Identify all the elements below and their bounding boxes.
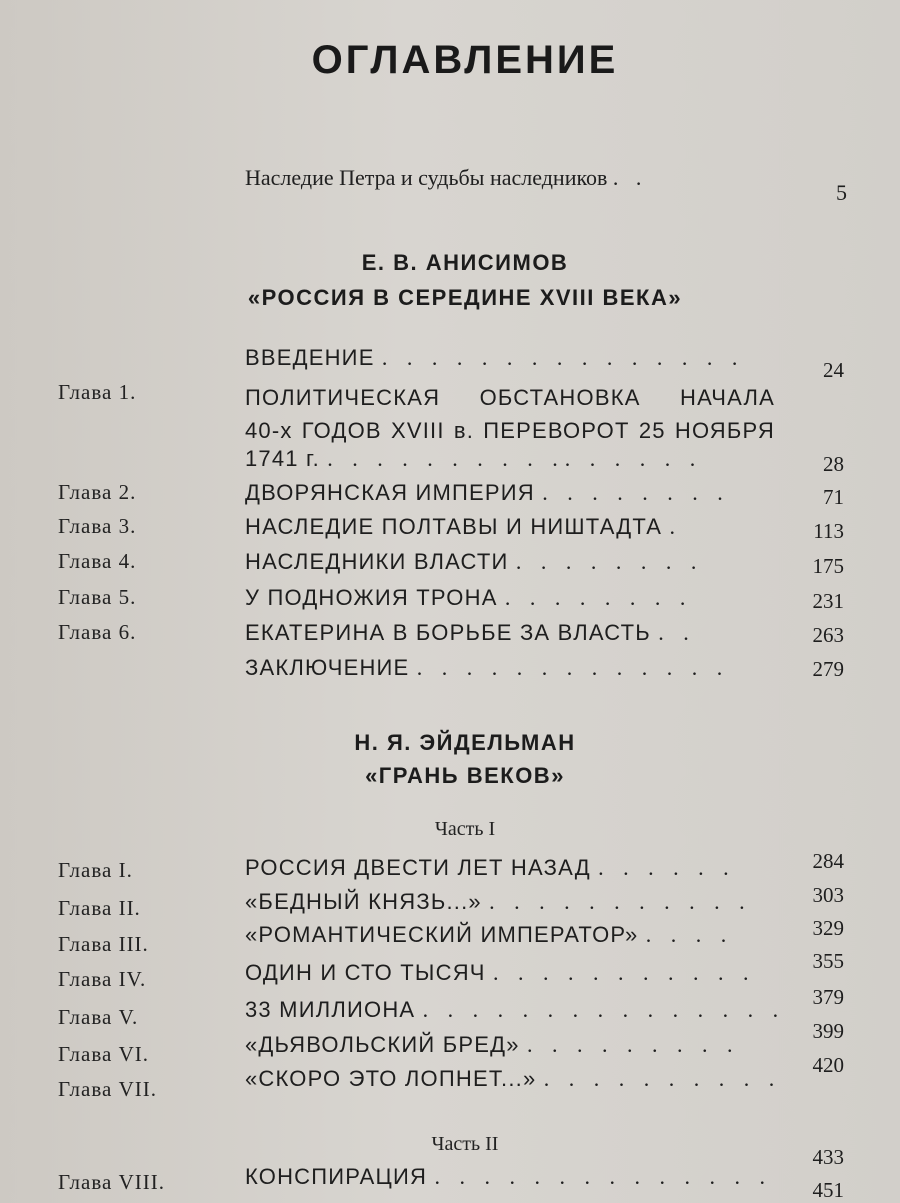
- entry-title: ВВЕДЕНИЕ: [245, 345, 375, 370]
- entry-dots: . . . . . . . . . . . . . . .: [381, 345, 745, 370]
- chapter-label: Глава VI.: [58, 1042, 149, 1066]
- page-number: 399: [812, 1019, 844, 1043]
- toc-entry: [245, 960, 755, 986]
- entry-title: «РОМАНТИЧЕСКИЙ ИМПЕРАТОР»: [245, 922, 639, 947]
- entry-dots: . . . . . . . . . . . . . .: [434, 1164, 772, 1189]
- toc-entry: [245, 889, 752, 915]
- toc-entry: [245, 585, 692, 611]
- page-number: 113: [813, 519, 844, 543]
- section2-book-title: «ГРАНЬ ВЕКОВ»: [365, 763, 565, 788]
- toc-entry: [245, 514, 682, 540]
- entry-title-line: 40-х ГОДОВ XVIII в. ПЕРЕВОРОТ 25 НОЯБРЯ: [245, 418, 775, 443]
- entry-dots: . . . . . . . .: [542, 480, 730, 505]
- entry-title: «ДЬЯВОЛЬСКИЙ БРЕД»: [245, 1032, 520, 1057]
- toc-entry: [245, 1164, 772, 1190]
- entry-title: ОДИН И СТО ТЫСЯЧ: [245, 960, 486, 985]
- entry-title: ЗАКЛЮЧЕНИЕ: [245, 655, 410, 680]
- page-number: 355: [812, 949, 844, 973]
- toc-entry-conclusion: [245, 655, 729, 681]
- entry-title: КОНСПИРАЦИЯ: [245, 1164, 428, 1189]
- toc-entry: [245, 480, 730, 506]
- chapter-label: Глава I.: [58, 858, 133, 882]
- toc-entry-introduction: [245, 345, 744, 371]
- entry-dots: . .: [658, 620, 696, 645]
- entry-dots: . . . . . . . . . .. . . . . .: [327, 446, 703, 471]
- page-number: 231: [812, 589, 844, 613]
- section1-book-title: «РОССИЯ В СЕРЕДИНЕ XVIII ВЕКА»: [247, 285, 683, 310]
- chapter-label: Глава IV.: [58, 967, 147, 991]
- chapter-label: Глава V.: [58, 1005, 139, 1029]
- page-number: 279: [812, 657, 844, 681]
- intro-label: Наследие Петра и судьбы наследников: [245, 165, 608, 190]
- chapter-label: Глава III.: [58, 932, 149, 956]
- entry-dots: . . . . . . . . . . .: [489, 889, 752, 914]
- entry-dots: . . . . . .: [598, 855, 736, 880]
- toc-entry: [245, 549, 703, 575]
- page-number: 329: [812, 916, 844, 940]
- page-number: 284: [812, 849, 844, 873]
- entry-title: ЕКАТЕРИНА В БОРЬБЕ ЗА ВЛАСТЬ: [245, 620, 651, 645]
- chapter-label: Глава 5.: [58, 585, 137, 609]
- entry-dots: . . . . . . . .: [504, 585, 693, 610]
- page-number: 303: [812, 883, 844, 907]
- entry-title: НАСЛЕДИЕ ПОЛТАВЫ И НИШТАДТА: [245, 514, 663, 539]
- chapter-label: Глава 3.: [58, 514, 137, 538]
- intro-dots: . .: [612, 165, 648, 190]
- toc-entry: [245, 922, 733, 948]
- entry-title: «БЕДНЫЙ КНЯЗЬ...»: [245, 889, 482, 914]
- toc-entry: [245, 1066, 781, 1092]
- entry-title-line: 1741 г.: [245, 446, 320, 471]
- page-number: 175: [812, 554, 844, 578]
- toc-entry: [245, 855, 736, 881]
- entry-title: «СКОРО ЭТО ЛОПНЕТ...»: [245, 1066, 537, 1091]
- entry-title-line: ПОЛИТИЧЕСКАЯ ОБСТАНОВКА НАЧАЛА: [245, 385, 775, 410]
- chapter-label: Глава 6.: [58, 620, 137, 644]
- chapter-label: Глава 2.: [58, 480, 137, 504]
- entry-title: 33 МИЛЛИОНА: [245, 997, 416, 1022]
- page-title: ОГЛАВЛЕНИЕ: [311, 38, 619, 82]
- page-number: 433: [812, 1145, 844, 1169]
- page-number: 263: [812, 623, 844, 647]
- entry-dots: . . . . . . . . . .: [543, 1066, 782, 1091]
- section2-author: Н. Я. ЭЙДЕЛЬМАН: [354, 730, 576, 755]
- entry-dots: . . . . . . . .: [515, 549, 704, 574]
- chapter-label: Глава VIII.: [58, 1170, 165, 1194]
- entry-title: У ПОДНОЖИЯ ТРОНА: [245, 585, 498, 610]
- chapter-label: Глава 4.: [58, 549, 137, 573]
- page-number: 28: [823, 452, 844, 476]
- intro-entry: [245, 165, 647, 191]
- chapter-label: Глава VII.: [58, 1077, 157, 1101]
- entry-dots: . . . . . . . . .: [526, 1032, 740, 1057]
- chapter-label: Глава II.: [58, 896, 141, 920]
- page-number: 71: [823, 485, 844, 509]
- part-heading: Часть I: [434, 818, 496, 840]
- toc-entry: [245, 620, 696, 646]
- page-number: 451: [812, 1178, 844, 1202]
- entry-dots: .: [669, 514, 682, 539]
- toc-entry: [245, 1032, 739, 1058]
- page-number: 379: [812, 985, 844, 1009]
- section1-author: Е. В. АНИСИМОВ: [361, 250, 569, 275]
- page-number: 420: [812, 1053, 844, 1077]
- entry-dots: . . . . . . . . . . . . .: [416, 655, 730, 680]
- toc-entry-chapter-1-end: [245, 446, 702, 472]
- entry-title: РОССИЯ ДВЕСТИ ЛЕТ НАЗАД: [245, 855, 591, 880]
- part-heading: Часть II: [431, 1133, 499, 1155]
- chapter-label: Глава 1.: [58, 380, 137, 404]
- intro-page-number: 5: [836, 180, 847, 205]
- entry-title: НАСЛЕДНИКИ ВЛАСТИ: [245, 549, 509, 574]
- entry-dots: . . . . . . . . . . .: [492, 960, 756, 985]
- entry-dots: . . . .: [645, 922, 734, 947]
- toc-entry: [245, 997, 785, 1023]
- entry-dots: . . . . . . . . . . . . . . .: [422, 997, 786, 1022]
- entry-title: ДВОРЯНСКАЯ ИМПЕРИЯ: [245, 480, 535, 505]
- page-number: 24: [823, 358, 844, 382]
